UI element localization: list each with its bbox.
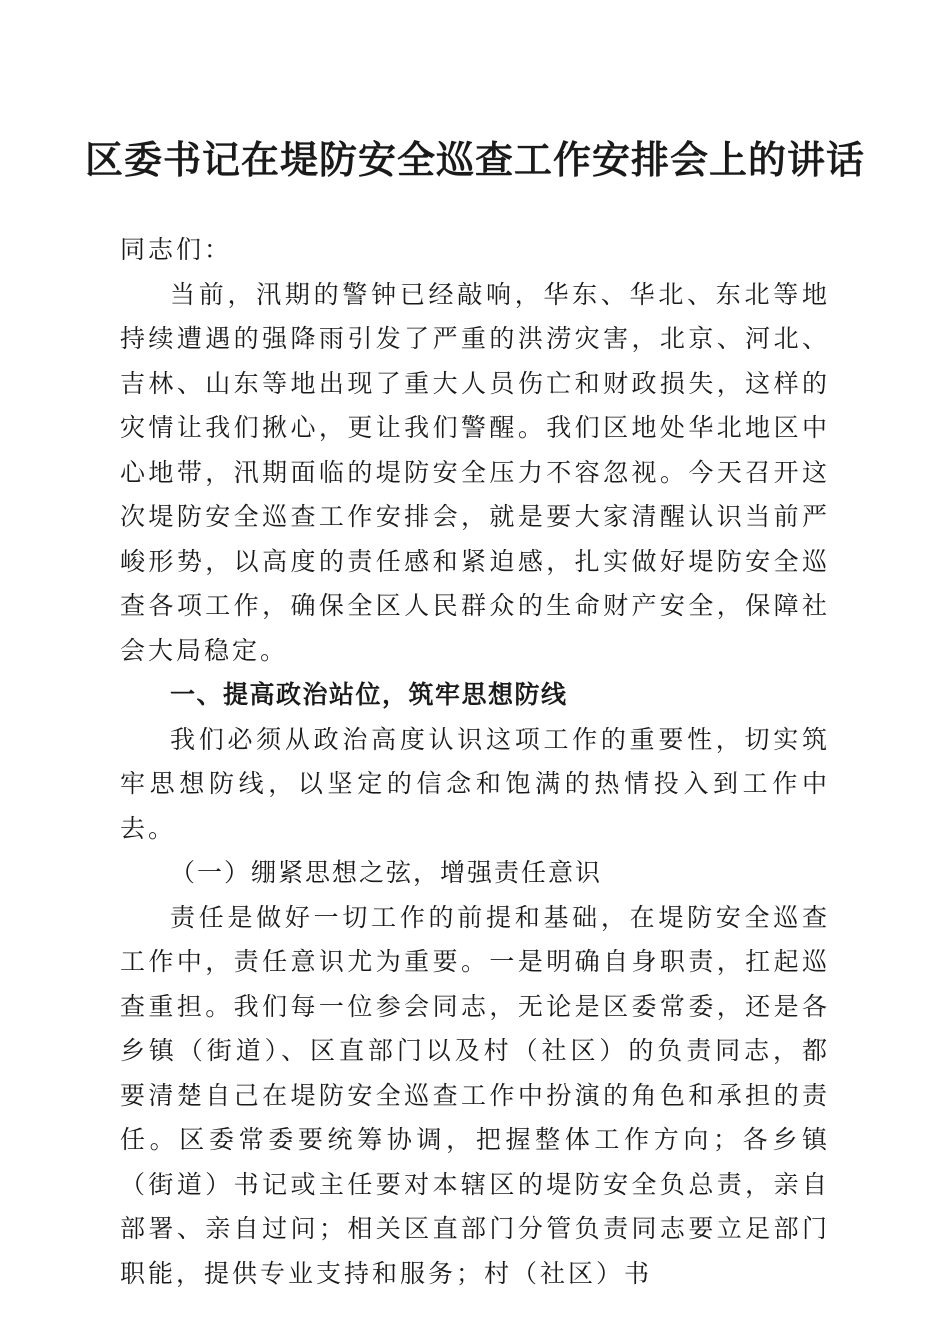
salutation: 同志们： (120, 235, 233, 264)
section-paragraph: 我们必须从政治高度认识这项工作的重要性，切实筑牢思想防线，以坚定的信念和饱满的热情投入到工作中去。 (120, 724, 830, 843)
intro-paragraph: 当前，汛期的警钟已经敲响，华东、华北、东北等地持续遭遇的强降雨引发了严重的洪涝灾害，北京、河北、吉林、山东等地出现了重大人员伤亡和财政损失，这样的灾情让我们揪心，更让我们警醒。我们区地处华北地区中心地带，汛期面临的堤防安全压力不容忽视。今天召开这次堤防安全巡查工作安排会，就是要大家清醒认识当前严峻形势，以高度的责任感和紧迫感，扎实做好堤防安全巡查各项工作，确保全区人民群众的生命财产安全，保障社会大局稳定。 (120, 279, 830, 665)
section-heading: 一、提高政治站位，筑牢思想防线 (170, 680, 568, 709)
subsection-paragraph: 责任是做好一切工作的前提和基础，在堤防安全巡查工作中，责任意识尤为重要。一是明确自身职责，扛起巡查重担。我们每一位参会同志，无论是区委常委，还是各乡镇（街道）、区直部门以及村（社区）的负责同志，都要清楚自己在堤防安全巡查工作中扮演的角色和承担的责任。区委常委要统筹协调，把握整体工作方向；各乡镇（街道）书记或主任要对本辖区的堤防安全负总责，亲自部署、亲自过问；相关区直部门分管负责同志要立足部门职能，提供专业支持和服务；村（社区）书 (120, 902, 830, 1288)
subsection-heading: （一）绷紧思想之弦，增强责任意识 (170, 858, 603, 887)
document-title: 区委书记在堤防安全巡查工作安排会上的讲话 (84, 137, 865, 182)
document-body (120, 228, 830, 1296)
